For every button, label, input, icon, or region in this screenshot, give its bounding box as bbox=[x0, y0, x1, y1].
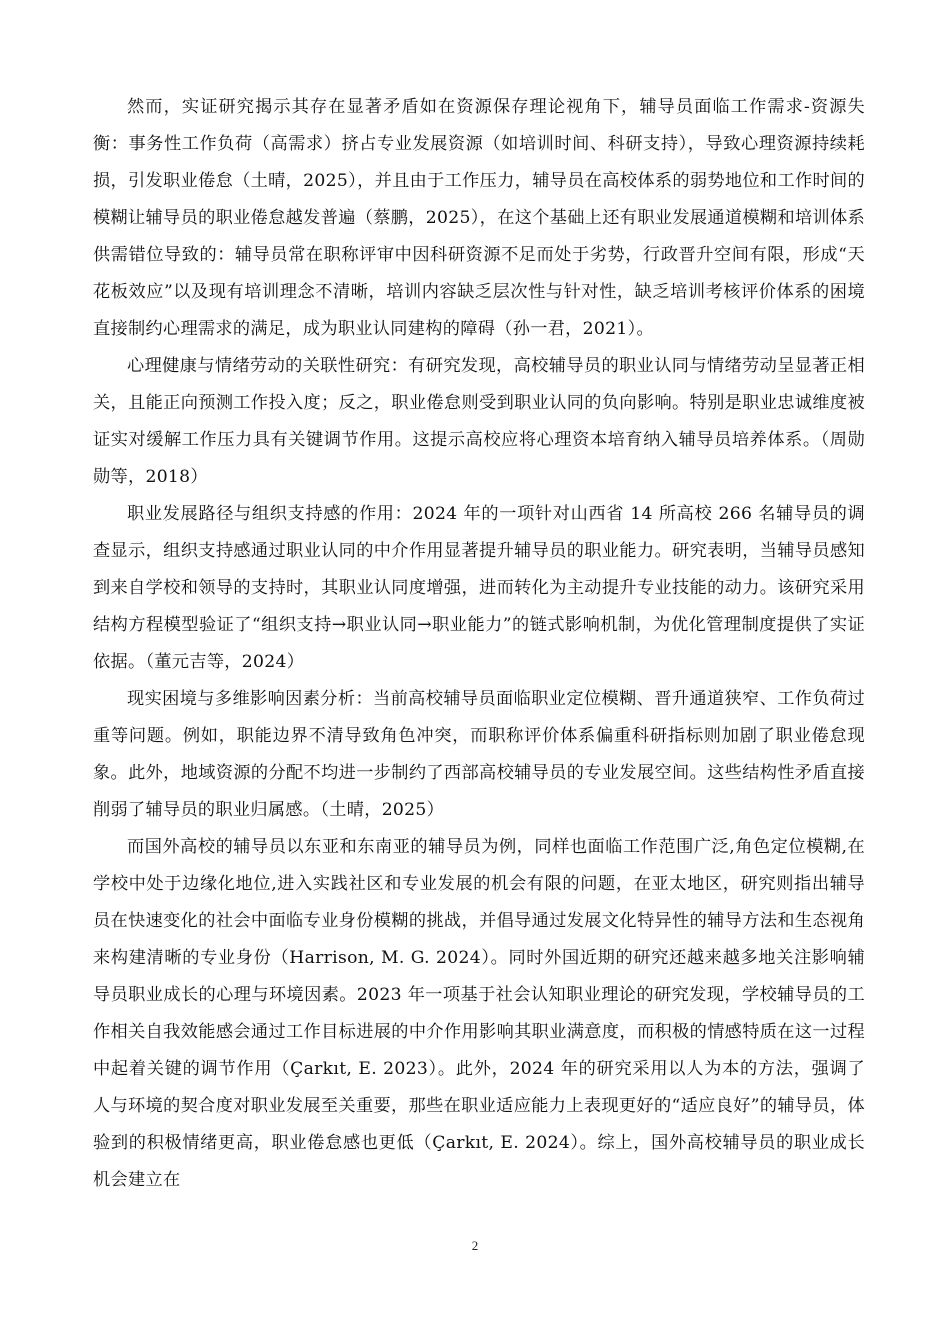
paragraph-organizational-support: 职业发展路径与组织支持感的作用：2024 年的一项针对山西省 14 所高校 266 名辅导员的调查显示，组织支持感通过职业认同的中介作用显著提升辅导员的职业能力。研究表明，当辅导员感知到来自学校和领导的支持时，其职业认同度增强，进而转化为主动提升专业技能的动力。该研究采用结构方程模型验证了“组织支持→职业认同→职业能力”的链式影响机制，为优化管理制度提供了实证依据。（董元吉等，2024） bbox=[93, 504, 865, 672]
document-body bbox=[93, 89, 865, 1199]
paragraph-emotional-labor: 心理健康与情绪劳动的关联性研究：有研究发现，高校辅导员的职业认同与情绪劳动呈显著正相关，且能正向预测工作投入度；反之，职业倦怠则受到职业认同的负向影响。特别是职业忠诚维度被证实对缓解工作压力具有关键调节作用。这提示高校应将心理资本培育纳入辅导员培养体系。（周勋勋等，2018） bbox=[93, 356, 865, 487]
page-number: 2 bbox=[471, 1238, 479, 1253]
paragraph-resource-imbalance: 然而，实证研究揭示其存在显著矛盾如在资源保存理论视角下，辅导员面临工作需求-资源失衡：事务性工作负荷（高需求）挤占专业发展资源（如培训时间、科研支持），导致心理资源持续耗损，引发职业倦怠（土晴，2025），并且由于工作压力，辅导员在高校体系的弱势地位和工作时间的模糊让辅导员的职业倦怠越发普遍（蔡鹏，2025），在这个基础上还有职业发展通道模糊和培训体系供需错位导致的：辅导员常在职称评审中因科研资源不足而处于劣势，行政晋升空间有限，形成“天花板效应”以及现有培训理念不清晰，培训内容缺乏层次性与针对性，缺乏培训考核评价体系的困境直接制约心理需求的满足，成为职业认同建构的障碍（孙一君，2021）。 bbox=[93, 97, 865, 339]
paragraph-practical-dilemmas: 现实困境与多维影响因素分析：当前高校辅导员面临职业定位模糊、晋升通道狭窄、工作负荷过重等问题。例如，职能边界不清导致角色冲突，而职称评价体系偏重科研指标则加剧了职业倦怠现象。此外，地域资源的分配不均进一步制约了西部高校辅导员的专业发展空间。这些结构性矛盾直接削弱了辅导员的职业归属感。（土晴，2025） bbox=[93, 689, 865, 820]
paragraph-foreign-counselors: 而国外高校的辅导员以东亚和东南亚的辅导员为例，同样也面临工作范围广泛,角色定位模糊,在学校中处于边缘化地位,进入实践社区和专业发展的机会有限的问题，在亚太地区，研究则指出辅导员在快速变化的社会中面临专业身份模糊的挑战，并倡导通过发展文化特异性的辅导方法和生态视角来构建清晰的专业身份（Harrison, M. G. 2024）。同时外国近期的研究还越来越多地关注影响辅导员职业成长的心理与环境因素。2023 年一项基于社会认知职业理论的研究发现，学校辅导员的工作相关自我效能感会通过工作目标进展的中介作用影响其职业满意度，而积极的情感特质在这一过程中起着关键的调节作用（Çarkıt, E. 2023）。此外，2024 年的研究采用以人为本的方法，强调了人与环境的契合度对职业发展至关重要，那些在职业适应能力上表现更好的“适应良好”的辅导员，体验到的积极情绪更高，职业倦怠感也更低（Çarkıt, E. 2024）。综上，国外高校辅导员的职业成长机会建立在 bbox=[93, 837, 865, 1190]
